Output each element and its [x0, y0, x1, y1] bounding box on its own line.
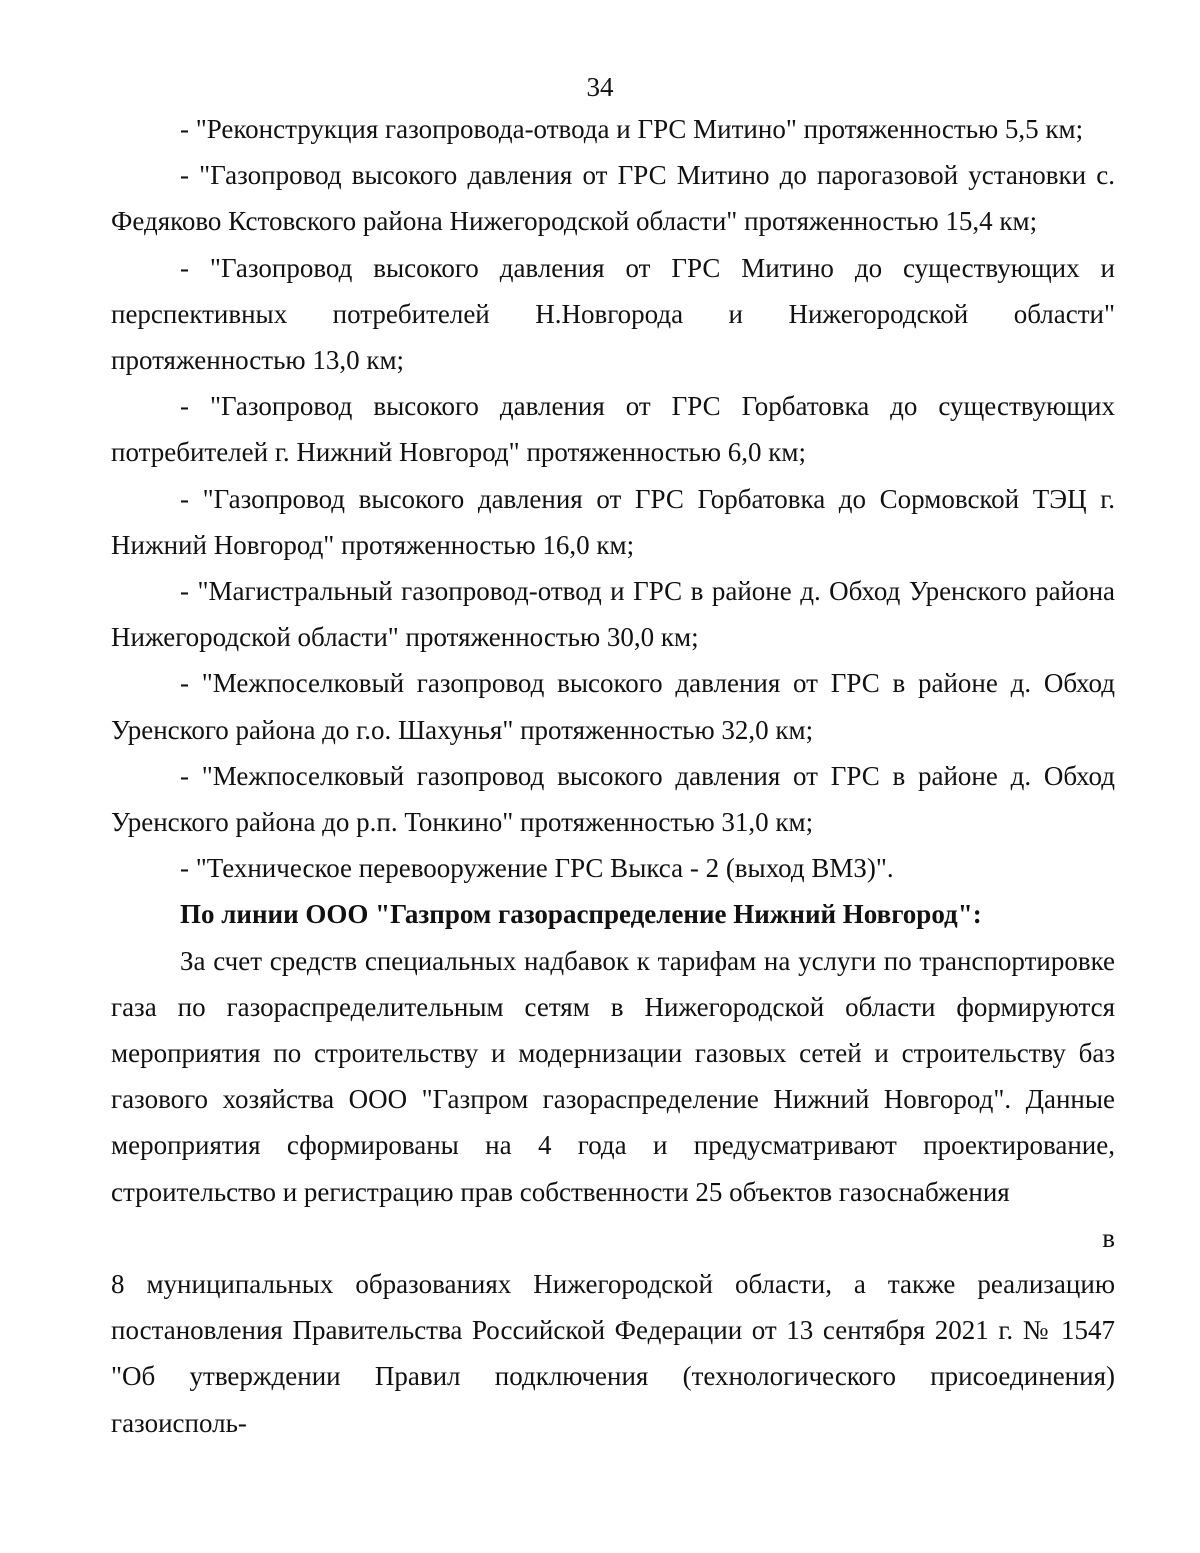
- page-number: 34: [586, 72, 614, 102]
- section-heading: По линии ООО "Газпром газораспределение Нижний Новгород":: [180, 899, 982, 930]
- paragraph-part2: 8 муниципальных образованиях Нижегородской области, а также реализацию постановления Правительства Российской Федерации от 13 сентября 2021 г. № 1547 "Об утверждении Правил подключения (технологического присоединения) газоисполь-: [111, 1269, 1115, 1438]
- list-item: - "Реконструкция газопровода-отвода и ГРС Митино" протяженностью 5,5 км;: [180, 114, 1084, 144]
- list-item: - "Межпоселковый газопровод высокого давления от ГРС в районе д. Обход Уренского района до г.о. Шахунья" протяженностью 32,0 км;: [111, 668, 1115, 745]
- list-item: - "Техническое перевооружение ГРС Выкса - 2 (выход ВМЗ)".: [180, 853, 894, 884]
- paragraph-gap-word: в: [1102, 1222, 1115, 1253]
- list-item: - "Газопровод высокого давления от ГРС Горбатовка до существующих потребителей г. Нижний Новгород" протяженностью 6,0 км;: [111, 391, 1115, 468]
- paragraph-gap-line: [111, 1215, 1115, 1261]
- list-item: - "Магистральный газопровод-отвод и ГРС в районе д. Обход Уренского района Нижегородской области" протяженностью 30,0 км;: [111, 576, 1115, 653]
- paragraph-part1: За счет средств специальных надбавок к тарифам на услуги по транспортировке газа по газораспределительным сетям в Нижегородской области формируются мероприятия по строительству и модернизации газовых сетей и строительству баз газового хозяйства ООО "Газпром газораспределение Нижний Новгород". Данные мероприятия сформированы на 4 года и предусматривают проектирование, строительство и регистрацию прав собственности 25 объектов газоснабжения: [111, 945, 1115, 1207]
- document-body: [111, 106, 1115, 1446]
- list-item: - "Газопровод высокого давления от ГРС Митино до парогазовой установки с. Федяково Кстовского района Нижегородской области" протяженностью 15,4 км;: [111, 160, 1115, 237]
- list-item: - "Газопровод высокого давления от ГРС Горбатовка до Сормовской ТЭЦ г. Нижний Новгород" протяженностью 16,0 км;: [111, 483, 1115, 560]
- list-item: - "Межпоселковый газопровод высокого давления от ГРС в районе д. Обход Уренского района до р.п. Тонкино" протяженностью 31,0 км;: [111, 760, 1115, 838]
- list-item: - "Газопровод высокого давления от ГРС Митино до существующих и перспективных потребителей Н.Новгорода и Нижегородской области" протяженностью 13,0 км;: [111, 252, 1115, 376]
